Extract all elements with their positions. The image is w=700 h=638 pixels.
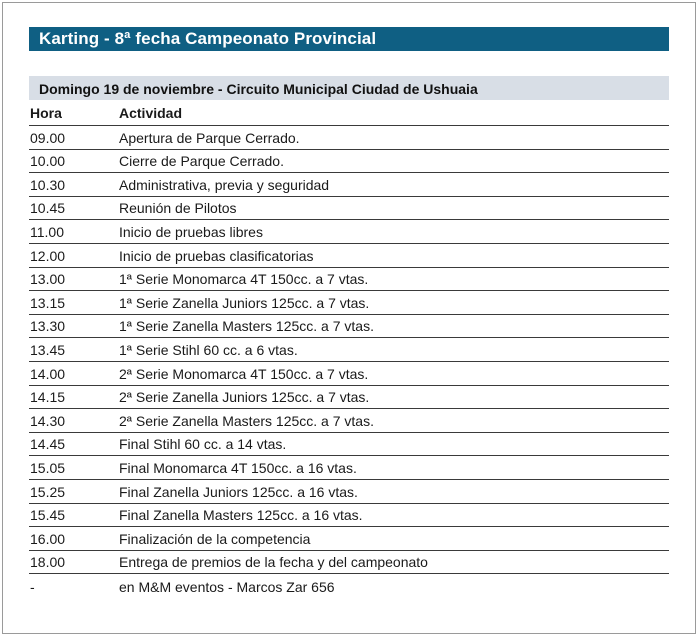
cell-actividad: Final Zanella Masters 125cc. a 16 vtas. — [119, 507, 363, 524]
cell-hora: 11.00 — [30, 223, 64, 240]
table-row — [29, 126, 669, 150]
table-row — [29, 173, 669, 197]
cell-hora: 14.00 — [30, 365, 66, 382]
table-row — [29, 220, 669, 244]
cell-hora: 14.15 — [30, 389, 66, 406]
table-row — [29, 409, 669, 433]
cell-hora: 13.00 — [30, 271, 66, 288]
cell-actividad: 2ª Serie Monomarca 4T 150cc. a 7 vtas. — [119, 365, 369, 382]
cell-actividad: Final Stihl 60 cc. a 14 vtas. — [119, 436, 287, 453]
cell-actividad: Final Zanella Juniors 125cc. a 16 vtas. — [119, 483, 358, 500]
table-row — [29, 551, 669, 575]
cell-actividad: Reunión de Pilotos — [119, 200, 237, 217]
cell-hora: 10.30 — [30, 176, 66, 193]
table-row — [29, 504, 669, 528]
table-row — [29, 386, 669, 410]
column-header-actividad: Actividad — [119, 105, 183, 121]
table-row — [29, 150, 669, 174]
table-row — [29, 268, 669, 292]
cell-hora: 12.00 — [30, 247, 66, 264]
cell-actividad: Finalización de la competencia — [119, 530, 311, 547]
cell-hora: 14.30 — [30, 412, 66, 429]
cell-actividad: 1ª Serie Monomarca 4T 150cc. a 7 vtas. — [119, 271, 369, 288]
table-row — [29, 291, 669, 315]
cell-hora: 13.30 — [30, 318, 66, 335]
cell-hora: 16.00 — [30, 530, 66, 547]
cell-actividad: Apertura de Parque Cerrado. — [119, 129, 300, 146]
cell-actividad: Entrega de premios de la fecha y del campeonato — [119, 554, 428, 571]
cell-hora: 10.00 — [30, 153, 66, 170]
table-row — [29, 338, 669, 362]
cell-hora: 09.00 — [30, 129, 66, 146]
cell-actividad: 2ª Serie Zanella Masters 125cc. a 7 vtas. — [119, 412, 374, 429]
table-row — [29, 527, 669, 551]
cell-hora: 15.05 — [30, 459, 66, 476]
cell-actividad: 1ª Serie Zanella Juniors 125cc. a 7 vtas. — [119, 294, 370, 311]
cell-actividad: 1ª Serie Zanella Masters 125cc. a 7 vtas. — [119, 318, 374, 335]
cell-actividad: Inicio de pruebas libres — [119, 223, 263, 240]
cell-actividad: 2ª Serie Zanella Juniors 125cc. a 7 vtas. — [119, 389, 370, 406]
cell-actividad: 1ª Serie Stihl 60 cc. a 6 vtas. — [119, 341, 298, 358]
cell-hora: 18.00 — [30, 554, 66, 571]
cell-actividad: Administrativa, previa y seguridad — [119, 176, 330, 193]
cell-hora: 10.45 — [30, 200, 66, 217]
event-subtitle: Domingo 19 de noviembre - Circuito Municipal Ciudad de Ushuaia — [29, 76, 669, 100]
table-row — [29, 433, 669, 457]
table-row — [29, 315, 669, 339]
cell-actividad: Inicio de pruebas clasificatorias — [119, 247, 314, 264]
table-row — [29, 456, 669, 480]
table-row — [29, 362, 669, 386]
table-header-row — [29, 102, 669, 126]
column-header-hora: Hora — [30, 105, 62, 121]
cell-hora: - — [30, 578, 35, 595]
cell-hora: 15.45 — [30, 507, 66, 524]
cell-hora: 14.45 — [30, 436, 66, 453]
cell-hora: 13.45 — [30, 341, 66, 358]
table-row — [29, 197, 669, 221]
table-row — [29, 480, 669, 504]
page-title: Karting - 8ª fecha Campeonato Provincial — [29, 27, 669, 51]
cell-actividad: Cierre de Parque Cerrado. — [119, 153, 284, 170]
table-row — [29, 244, 669, 268]
schedule-table — [29, 102, 669, 598]
cell-actividad: en M&M eventos - Marcos Zar 656 — [119, 578, 335, 595]
cell-hora: 15.25 — [30, 483, 66, 500]
cell-actividad: Final Monomarca 4T 150cc. a 16 vtas. — [119, 459, 357, 476]
table-row — [29, 574, 669, 598]
cell-hora: 13.15 — [30, 294, 66, 311]
